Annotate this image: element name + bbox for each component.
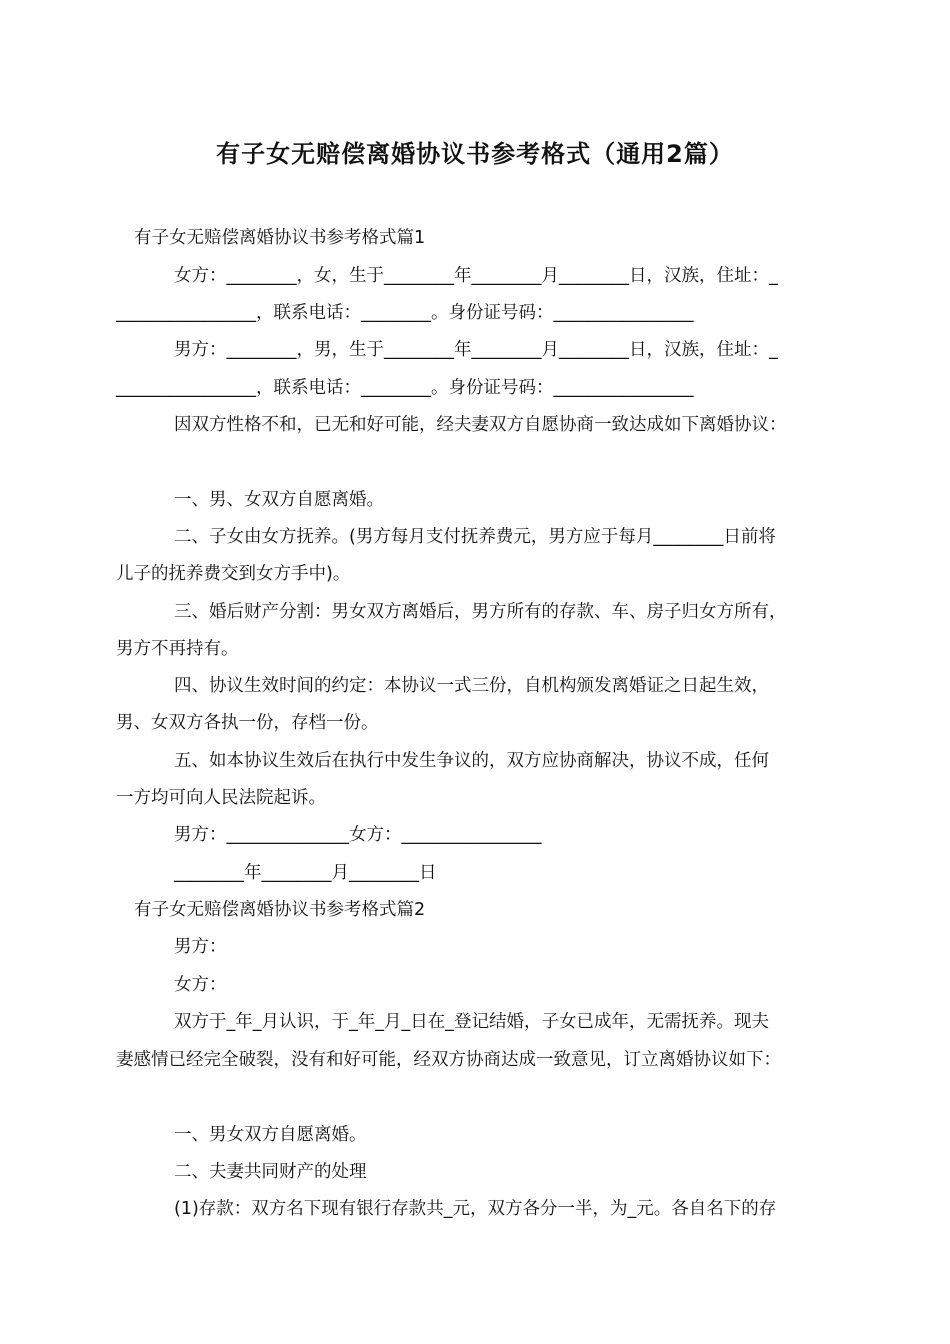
clause-2-2-1: (1)存款：双方名下现有银行存款共_元，双方各分一半，为_元。各自名下的存 — [174, 1199, 777, 1219]
husband-info-line-2: ________________，联系电话：________。身份证号码：________________ — [116, 378, 694, 398]
clause-4-line-1: 四、协议生效时间的约定：本协议一式三份，自机构颁发离婚证之日起生效， — [174, 676, 769, 696]
clause-2-line-1: 二、子女由女方抚养。(男方每月支付抚养费元，男方应于每月________日前将 — [174, 527, 776, 547]
clause-2-line-2: 儿子的抚养费交到女方手中)。 — [116, 564, 351, 584]
clause-2-2: 二、夫妻共同财产的处理 — [174, 1162, 367, 1182]
husband-info-line-1: 男方：________，男，生于________年________月________日，汉族，住址：_ — [174, 340, 778, 360]
preamble-2-line-1: 双方于_年_月认识，于_年_月_日在_登记结婚，子女已成年，无需抚养。现夫 — [174, 1012, 769, 1032]
section-heading-1: 有子女无赔偿离婚协议书参考格式篇1 — [134, 228, 426, 248]
document-title: 有子女无赔偿离婚协议书参考格式（通用2篇） — [216, 140, 734, 168]
clause-5-line-1: 五、如本协议生效后在执行中发生争议的，双方应协商解决，协议不成，任何 — [174, 751, 769, 771]
signature-line: 男方：______________女方：________________ — [174, 825, 542, 845]
preamble-paragraph: 因双方性格不和，已无和好可能，经夫妻双方自愿协商一致达成如下离婚协议： — [174, 415, 787, 435]
clause-1: 一、男、女双方自愿离婚。 — [174, 490, 384, 510]
preamble-2-line-2: 妻感情已经完全破裂，没有和好可能，经双方协商达成一致意见，订立离婚协议如下： — [116, 1050, 781, 1070]
clause-4-line-2: 男、女双方各执一份，存档一份。 — [116, 713, 379, 733]
clause-2-1: 一、男女双方自愿离婚。 — [174, 1125, 367, 1145]
husband-label: 男方： — [174, 937, 227, 957]
clause-5-line-2: 一方均可向人民法院起诉。 — [116, 788, 326, 808]
clause-3-line-2: 男方不再持有。 — [116, 639, 239, 659]
wife-label: 女方： — [174, 975, 227, 995]
date-line: ________年________月________日 — [174, 863, 437, 883]
clause-3-line-1: 三、婚后财产分割：男女双方离婚后，男方所有的存款、车、房子归女方所有， — [174, 602, 787, 622]
wife-info-line-2: ________________，联系电话：________。身份证号码：________________ — [116, 303, 694, 323]
section-heading-2: 有子女无赔偿离婚协议书参考格式篇2 — [134, 900, 426, 920]
wife-info-line-1: 女方：________，女，生于________年________月________日，汉族，住址：_ — [174, 266, 778, 286]
